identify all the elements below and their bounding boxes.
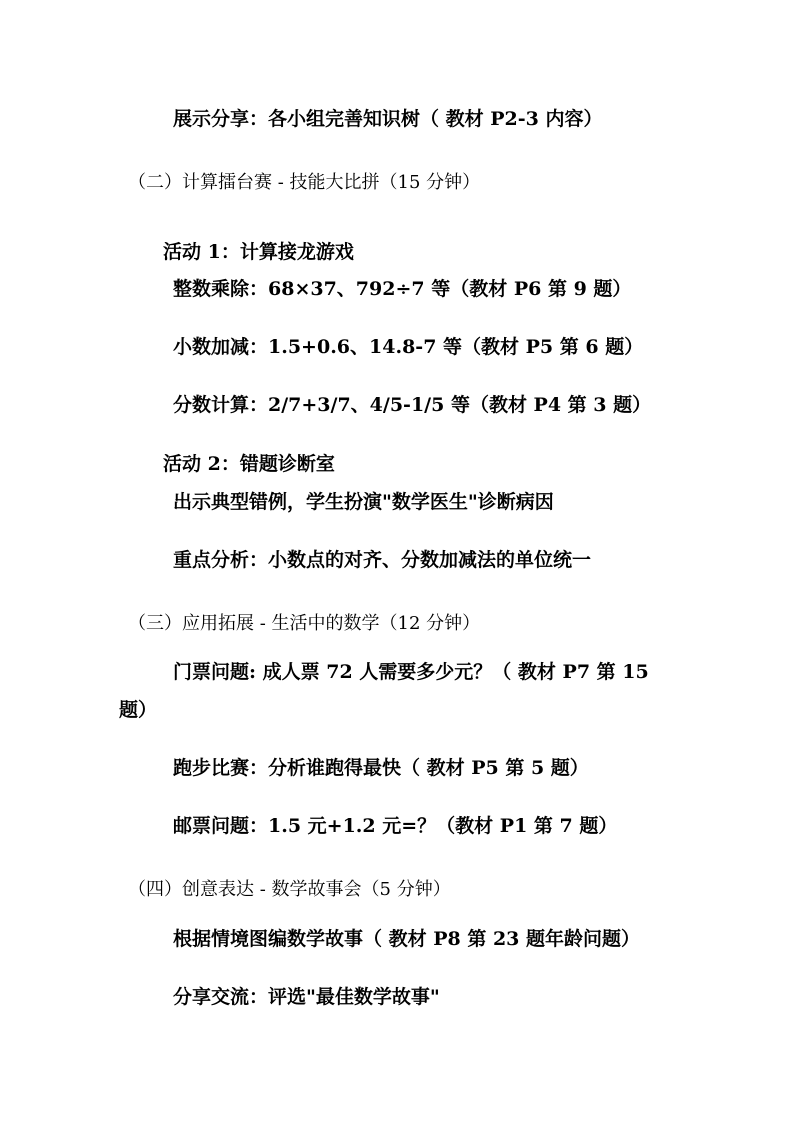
ticket-problem-line-cont: 题） (119, 699, 158, 721)
knowledge-tree-sharing-line: 展示分享：各小组完善知识树（ 教材 P2-3 内容） (173, 108, 603, 130)
section-3-heading: （三）应用拓展 - 生活中的数学（12 分钟） (128, 613, 481, 634)
key-analysis-line: 重点分析：小数点的对齐、分数加减法的单位统一 (173, 549, 592, 571)
story-creation-line: 根据情境图编数学故事（ 教材 P8 第 23 题年龄问题） (173, 928, 641, 950)
story-sharing-line: 分享交流：评选"最佳数学故事" (173, 986, 440, 1008)
section-2-heading: （二）计算擂台赛 - 技能大比拼（15 分钟） (128, 172, 481, 193)
error-example-line: 出示典型错例，学生扮演"数学医生"诊断病因 (173, 491, 554, 513)
activity-1-heading: 活动 1：计算接龙游戏 (163, 241, 354, 263)
decimal-calc-line: 小数加减：1.5+0.6、14.8-7 等（教材 P5 第 6 题） (173, 336, 644, 358)
activity-2-heading: 活动 2：错题诊断室 (163, 453, 335, 475)
integer-calc-line: 整数乘除：68×37、792÷7 等（教材 P6 第 9 题） (173, 278, 632, 300)
section-4-heading: （四）创意表达 - 数学故事会（5 分钟） (128, 879, 451, 900)
ticket-problem-line: 门票问题: 成人票 72 人需要多少元？（ 教材 P7 第 15 (173, 661, 649, 683)
fraction-calc-line: 分数计算：2/7+3/7、4/5-1/5 等（教材 P4 第 3 题） (173, 394, 652, 416)
race-problem-line: 跑步比赛：分析谁跑得最快（ 教材 P5 第 5 题） (173, 757, 589, 779)
stamp-problem-line: 邮票问题：1.5 元+1.2 元=？（教材 P1 第 7 题） (173, 815, 618, 837)
